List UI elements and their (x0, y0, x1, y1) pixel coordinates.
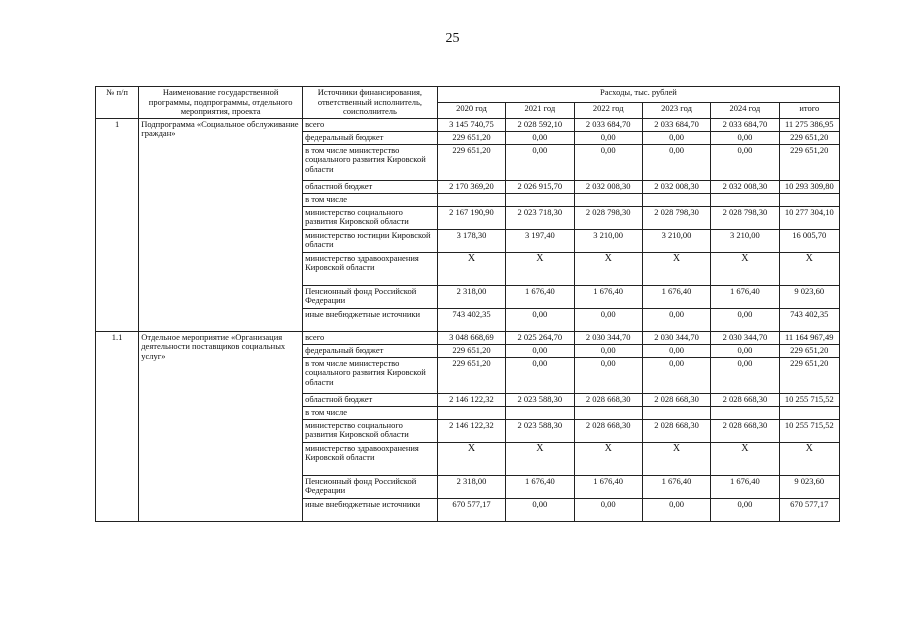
year-value: 2 146 122,32 (437, 393, 505, 406)
year-value: 0,00 (574, 357, 642, 393)
year-value: 0,00 (506, 498, 574, 521)
year-value: 1 676,40 (506, 285, 574, 308)
total-value (779, 406, 839, 419)
year-value: 2 023 588,30 (506, 393, 574, 406)
total-value: 670 577,17 (779, 498, 839, 521)
header-year: 2023 год (642, 102, 710, 118)
total-value: X (779, 252, 839, 285)
year-value: 2 030 344,70 (642, 331, 710, 344)
year-value: 0,00 (506, 308, 574, 331)
year-value (574, 406, 642, 419)
year-value: 3 210,00 (574, 229, 642, 252)
year-value: X (711, 252, 779, 285)
year-value (437, 193, 505, 206)
table-header (96, 87, 840, 119)
year-value: 3 145 740,75 (437, 118, 505, 131)
funding-source: министерство здравоохранения Кировской области (303, 252, 438, 285)
row-number: 1.1 (96, 331, 139, 521)
year-value (642, 193, 710, 206)
funding-source: Пенсионный фонд Российской Федерации (303, 475, 438, 498)
year-value: 0,00 (506, 357, 574, 393)
year-value: 0,00 (711, 344, 779, 357)
total-value: 9 023,60 (779, 285, 839, 308)
year-value: 743 402,35 (437, 308, 505, 331)
year-value: X (506, 442, 574, 475)
funding-source: иные внебюджетные источники (303, 308, 438, 331)
year-value: X (437, 442, 505, 475)
funding-source: в том числе (303, 406, 438, 419)
total-value: 9 023,60 (779, 475, 839, 498)
funding-source: федеральный бюджет (303, 131, 438, 144)
funding-source: иные внебюджетные источники (303, 498, 438, 521)
year-value: X (711, 442, 779, 475)
year-value: 0,00 (642, 308, 710, 331)
total-value: 10 255 715,52 (779, 393, 839, 406)
funding-source: федеральный бюджет (303, 344, 438, 357)
year-value: 2 170 369,20 (437, 180, 505, 193)
year-value: 2 033 684,70 (642, 118, 710, 131)
year-value: 0,00 (642, 498, 710, 521)
expenses-table (95, 86, 840, 522)
year-value: 2 028 592,10 (506, 118, 574, 131)
year-value: 2 032 008,30 (711, 180, 779, 193)
year-value: 0,00 (642, 357, 710, 393)
year-value: 0,00 (506, 131, 574, 144)
year-value: 2 028 668,30 (711, 393, 779, 406)
year-value: 2 318,00 (437, 285, 505, 308)
year-value: 229 651,20 (437, 357, 505, 393)
funding-source: министерство социального развития Кировской области (303, 206, 438, 229)
funding-source: министерство юстиции Кировской области (303, 229, 438, 252)
year-value: 2 023 588,30 (506, 419, 574, 442)
total-value: 11 275 386,95 (779, 118, 839, 131)
year-value: X (642, 442, 710, 475)
header-source: Источники финансирования, ответственный исполнитель, соисполнитель (303, 87, 438, 119)
funding-source: областной бюджет (303, 393, 438, 406)
year-value: 0,00 (711, 308, 779, 331)
year-value: 3 178,30 (437, 229, 505, 252)
year-value: 1 676,40 (506, 475, 574, 498)
year-value: 0,00 (574, 144, 642, 180)
header-year: 2021 год (506, 102, 574, 118)
year-value: 0,00 (574, 498, 642, 521)
year-value: X (506, 252, 574, 285)
total-value: X (779, 442, 839, 475)
funding-source: в том числе министерство социального развития Кировской области (303, 144, 438, 180)
year-value (642, 406, 710, 419)
year-value: 0,00 (642, 131, 710, 144)
year-value (506, 406, 574, 419)
year-value: 2 032 008,30 (642, 180, 710, 193)
year-value: 1 676,40 (574, 285, 642, 308)
year-value (437, 406, 505, 419)
year-value: X (437, 252, 505, 285)
funding-source: министерство здравоохранения Кировской области (303, 442, 438, 475)
total-value: 229 651,20 (779, 357, 839, 393)
year-value: 0,00 (711, 144, 779, 180)
year-value: 2 028 798,30 (711, 206, 779, 229)
year-value: 0,00 (506, 144, 574, 180)
total-value (779, 193, 839, 206)
year-value: 1 676,40 (574, 475, 642, 498)
program-name: Подпрограмма «Социальное обслуживание граждан» (139, 118, 303, 331)
table-body (96, 118, 840, 521)
year-value: 0,00 (711, 498, 779, 521)
year-value: 2 033 684,70 (711, 118, 779, 131)
funding-source: всего (303, 331, 438, 344)
year-value: 1 676,40 (642, 285, 710, 308)
page-number: 25 (445, 31, 460, 46)
program-name: Отдельное мероприятие «Организация деятельности поставщиков социальных услуг» (139, 331, 303, 521)
funding-source: министерство социального развития Кировской области (303, 419, 438, 442)
year-value (574, 193, 642, 206)
year-value: 229 651,20 (437, 144, 505, 180)
year-value (506, 193, 574, 206)
header-total: итого (779, 102, 839, 118)
total-value: 11 164 967,49 (779, 331, 839, 344)
header-expenses: Расходы, тыс. рублей (437, 87, 839, 103)
year-value: 2 028 668,30 (642, 393, 710, 406)
year-value: 3 197,40 (506, 229, 574, 252)
year-value: 2 023 718,30 (506, 206, 574, 229)
year-value: 0,00 (711, 131, 779, 144)
year-value: 1 676,40 (711, 285, 779, 308)
year-value: 0,00 (574, 344, 642, 357)
header-year: 2022 год (574, 102, 642, 118)
year-value: 3 210,00 (642, 229, 710, 252)
year-value: 670 577,17 (437, 498, 505, 521)
year-value: 2 033 684,70 (574, 118, 642, 131)
total-value: 10 277 304,10 (779, 206, 839, 229)
total-value: 229 651,20 (779, 344, 839, 357)
year-value: 0,00 (574, 131, 642, 144)
year-value: 3 048 668,69 (437, 331, 505, 344)
total-value: 16 005,70 (779, 229, 839, 252)
year-value: 2 028 798,30 (574, 206, 642, 229)
year-value: X (642, 252, 710, 285)
year-value (711, 406, 779, 419)
header-year: 2024 год (711, 102, 779, 118)
year-value: 2 026 915,70 (506, 180, 574, 193)
year-value: 229 651,20 (437, 344, 505, 357)
funding-source: областной бюджет (303, 180, 438, 193)
header-num: № п/п (96, 87, 139, 119)
header-name: Наименование государственной программы, подпрограммы, отдельного мероприятия, проекта (139, 87, 303, 119)
funding-source: Пенсионный фонд Российской Федерации (303, 285, 438, 308)
year-value: 2 028 668,30 (642, 419, 710, 442)
year-value: 1 676,40 (711, 475, 779, 498)
table-row (96, 331, 840, 344)
funding-source: в том числе (303, 193, 438, 206)
year-value: 0,00 (574, 308, 642, 331)
year-value: 2 030 344,70 (711, 331, 779, 344)
total-value: 229 651,20 (779, 144, 839, 180)
year-value: 2 028 668,30 (574, 419, 642, 442)
year-value: 2 025 264,70 (506, 331, 574, 344)
year-value: 2 030 344,70 (574, 331, 642, 344)
total-value: 10 293 309,80 (779, 180, 839, 193)
total-value: 229 651,20 (779, 131, 839, 144)
year-value: 2 318,00 (437, 475, 505, 498)
funding-source: в том числе министерство социального развития Кировской области (303, 357, 438, 393)
header-year: 2020 год (437, 102, 505, 118)
total-value: 743 402,35 (779, 308, 839, 331)
funding-source: всего (303, 118, 438, 131)
year-value: X (574, 442, 642, 475)
row-number: 1 (96, 118, 139, 331)
year-value (711, 193, 779, 206)
total-value: 10 255 715,52 (779, 419, 839, 442)
year-value: 2 028 668,30 (574, 393, 642, 406)
year-value: 2 028 798,30 (642, 206, 710, 229)
year-value: X (574, 252, 642, 285)
year-value: 0,00 (642, 144, 710, 180)
year-value: 2 167 190,90 (437, 206, 505, 229)
year-value: 2 032 008,30 (574, 180, 642, 193)
year-value: 229 651,20 (437, 131, 505, 144)
year-value: 0,00 (642, 344, 710, 357)
year-value: 2 146 122,32 (437, 419, 505, 442)
year-value: 0,00 (506, 344, 574, 357)
year-value: 0,00 (711, 357, 779, 393)
year-value: 3 210,00 (711, 229, 779, 252)
table-row (96, 118, 840, 131)
year-value: 1 676,40 (642, 475, 710, 498)
year-value: 2 028 668,30 (711, 419, 779, 442)
